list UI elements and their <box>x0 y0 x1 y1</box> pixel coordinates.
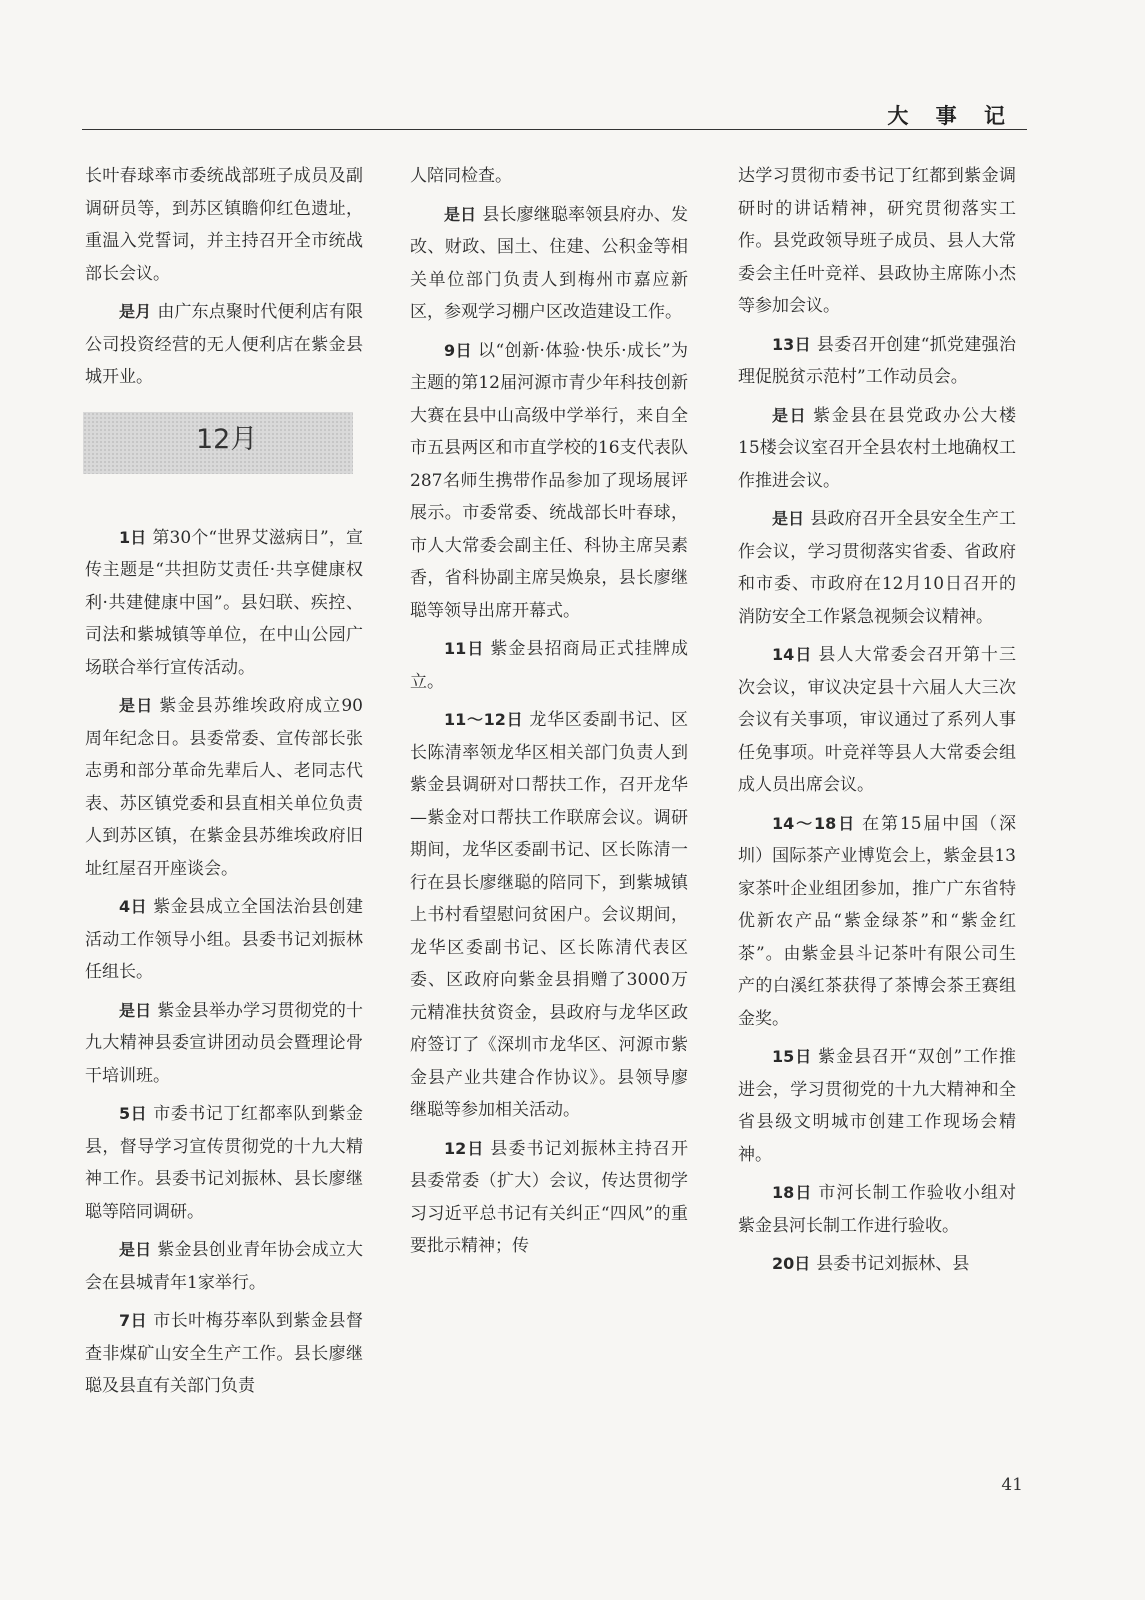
date-lead: 14日 <box>772 645 813 664</box>
date-lead: 是日 <box>119 1000 152 1020</box>
paragraph: 是日 紫金县举办学习贯彻党的十九大精神县委宣讲团动员会暨理论骨干培训班。 <box>85 1000 363 1086</box>
date-lead: 是月 <box>119 302 152 321</box>
date-lead: 是日 <box>772 509 805 528</box>
section-title: 大 事 记 <box>887 104 1015 128</box>
paragraph: 是日 县政府召开全县安全生产工作会议，学习贯彻落实省委、省政府和市委、市政府在12月10日召开的消防安全工作紧急视频会议精神。 <box>738 509 1016 627</box>
paragraph: 18日 市河长制工作验收小组对紫金县河长制工作进行验收。 <box>738 1183 1016 1236</box>
paragraph: 4日 紫金县成立全国法治县创建活动工作领导小组。县委书记刘振林任组长。 <box>85 897 364 982</box>
paragraph: 1日 第30个“世界艾滋病日”，宣传主题是“共担防艾责任·共享健康权利·共建健康中国”。县妇联、疾控、司法和紫城镇等单位，在中山公园广场联合举行宣传活动。 <box>85 527 363 678</box>
paragraph: 13日 县委召开创建“抓党建强治理促脱贫示范村”工作动员会。 <box>738 334 1016 387</box>
page-number: 41 <box>1001 1475 1023 1495</box>
date-lead: 20日 <box>772 1254 811 1273</box>
header-rule <box>82 129 1027 130</box>
date-lead: 1日 <box>119 527 147 547</box>
paragraph: 15日 紫金县召开“双创”工作推进会，学习贯彻党的十九大精神和全省县级文明城市创建工作现场会精神。 <box>738 1047 1016 1165</box>
date-lead: 12日 <box>444 1138 485 1158</box>
date-lead: 13日 <box>772 334 811 354</box>
date-lead: 11～12日 <box>444 710 524 729</box>
column-1 <box>85 160 363 1409</box>
date-lead: 14～18日 <box>772 813 857 833</box>
paragraph: 达学习贯彻市委书记丁红都到紫金调研时的讲话精神，研究贯彻落实工作。县党政领导班子成员、县人大常委会主任叶竞祥、县政协主席陈小杰等参加会议。 <box>738 166 1016 316</box>
date-lead: 11日 <box>444 639 485 658</box>
paragraph: 是日 紫金县在县党政办公大楼15楼会议室召开全县农村土地确权工作推进会议。 <box>738 405 1016 491</box>
paragraph: 5日 市委书记丁红都率队到紫金县，督导学习宣传贯彻党的十九大精神工作。县委书记刘振林、县长廖继聪等陪同调研。 <box>85 1104 364 1222</box>
paragraph: 是日 县长廖继聪率领县府办、发改、财政、国土、住建、公积金等相关单位部门负责人到梅州市嘉应新区，参观学习棚户区改造建设工作。 <box>410 204 688 322</box>
paragraph: 14～18日 在第15届中国（深圳）国际茶产业博览会上，紫金县13家茶叶企业组团参加，推广广东省特优新农产品“紫金绿茶”和“紫金红茶”。由紫金县斗记茶叶有限公司生产的白溪红茶获得了茶博会茶王赛组金奖。 <box>738 813 1016 1029</box>
paragraph: 11～12日 龙华区委副书记、区长陈清率领龙华区相关部门负责人到紫金县调研对口帮扶工作，召开龙华—紫金对口帮扶工作联席会议。调研期间，龙华区委副书记、区长陈清一行在县长廖继聪的陪同下，到紫城镇上书村看望慰问贫困户。会议期间，龙华区委副书记、区长陈清代表区委、区政府向紫金县捐赠了3000万元精准扶贫资金，县政府与龙华区政府签订了《深圳市龙华区、河源市紫金县产业共建合作协议》。县领导廖继聪等参加相关活动。 <box>410 710 688 1120</box>
date-lead: 是日 <box>119 696 154 715</box>
paragraph: 9日 以“创新·体验·快乐·成长”为主题的第12届河源市青少年科技创新大赛在县中山高级中学举行，来自全市五县两区和市直学校的16支代表队287名师生携带作品参加了现场展评展示。市委常委、统战部长叶春球，市人大常委会副主任、科协主席吴素香，省科协副主席吴焕泉，县长廖继聪等领导出席开幕式。 <box>410 340 688 621</box>
paragraph: 14日 县人大常委会召开第十三次会议，审议决定县十六届人大三次会议有关事项，审议通过了系列人事任免事项。叶竞祥等县人大常委会组成人员出席会议。 <box>738 645 1016 795</box>
date-lead: 是日 <box>119 1240 152 1259</box>
paragraph: 20日 县委书记刘振林、县 <box>772 1254 970 1274</box>
paragraph: 是月 由广东点聚时代便利店有限公司投资经营的无人便利店在紫金县城开业。 <box>85 302 363 387</box>
date-lead: 5日 <box>119 1104 148 1123</box>
date-lead: 15日 <box>772 1047 813 1066</box>
month-heading-label: 12月 <box>196 423 258 455</box>
month-heading <box>83 412 353 474</box>
paragraph: 11日 紫金县招商局正式挂牌成立。 <box>410 639 688 692</box>
date-lead: 是日 <box>444 204 477 224</box>
paragraph: 长叶春球率市委统战部班子成员及副调研员等，到苏区镇瞻仰红色遗址，重温入党誓词，并主持召开全市统战部长会议。 <box>85 166 363 284</box>
column-3 <box>738 160 1016 1287</box>
date-lead: 7日 <box>119 1311 148 1330</box>
paragraph: 是日 紫金县苏维埃政府成立90周年纪念日。县委常委、宣传部长张志勇和部分革命先辈后人、老同志代表、苏区镇党委和县直相关单位负责人到苏区镇，在紫金县苏维埃政府旧址红屋召开座谈会。 <box>85 696 363 879</box>
paragraph: 人陪同检查。 <box>410 166 512 186</box>
paragraph: 12日 县委书记刘振林主持召开县委常委（扩大）会议，传达贯彻学习习近平总书记有关纠正“四风”的重要批示精神；传 <box>410 1138 688 1256</box>
paragraph: 7日 市长叶梅芬率队到紫金县督查非煤矿山安全生产工作。县长廖继聪及县直有关部门负责 <box>85 1311 364 1396</box>
date-lead: 4日 <box>119 897 148 916</box>
column-2 <box>410 160 688 1269</box>
date-lead: 18日 <box>772 1183 813 1202</box>
date-lead: 是日 <box>772 405 808 425</box>
paragraph: 是日 紫金县创业青年协会成立大会在县城青年1家举行。 <box>85 1240 363 1293</box>
date-lead: 9日 <box>444 340 473 360</box>
